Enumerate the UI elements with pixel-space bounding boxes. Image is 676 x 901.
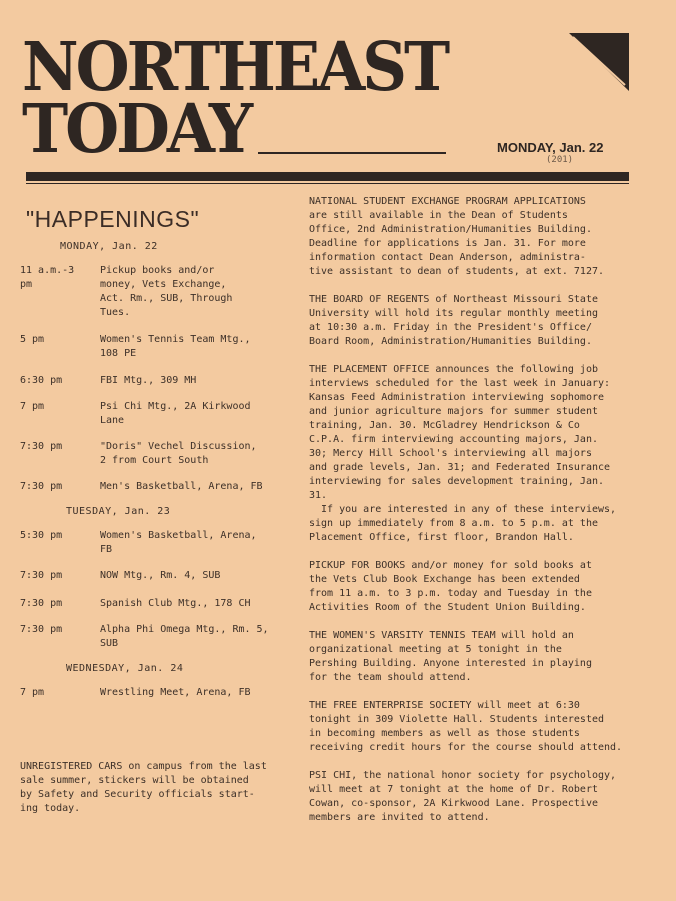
event-desc: NOW Mtg., Rm. 4, SUB [100, 570, 221, 581]
event-desc: Women's Tennis Team Mtg., 108 PE [100, 334, 251, 359]
happenings-title: "HAPPENINGS" [26, 206, 200, 232]
event-desc: Pickup books and/or money, Vets Exchange, Act. Rm., SUB, Through Tues. [100, 265, 233, 318]
event-row [20, 597, 290, 611]
day-section [20, 663, 290, 700]
issue-number: (201) [546, 155, 574, 165]
header-rule [26, 172, 629, 181]
happenings-column [20, 198, 290, 700]
event-time: 7:30 pm [20, 570, 63, 581]
announcement-exchange: NATIONAL STUDENT EXCHANGE PROGRAM APPLICATIONS are still available in the Dean of Students Office, 2nd Administration/Humanities Building. Deadline for applications is Jan. 31. For more information contact Dean Anderson, administra- tive assistant to dean of students, at ext. 7127. [309, 196, 605, 277]
event-time: 7:30 pm [20, 441, 63, 452]
day-section [20, 241, 290, 494]
event-row [20, 569, 290, 583]
event-row [20, 440, 290, 468]
event-time: 5 pm [20, 334, 45, 345]
announcement-tennis: THE WOMEN'S VARSITY TENNIS TEAM will hold an organizational meeting at 5 tonight in the Pershing Building. Anyone interested in playing for the team should attend. [309, 630, 592, 683]
issue-date: MONDAY, Jan. 22 [497, 140, 604, 155]
event-row [20, 400, 290, 428]
event-time: 7:30 pm [20, 624, 63, 635]
event-row [20, 264, 290, 320]
day-section [20, 506, 290, 651]
event-row [20, 686, 290, 700]
event-desc: Wrestling Meet, Arena, FB [100, 687, 251, 698]
event-time: 5:30 pm [20, 530, 63, 541]
header-rule-thin [26, 183, 629, 184]
unregistered-cars-notice: UNREGISTERED CARS on campus from the last sale summer, stickers will be obtained by Safety and Security officials start- ing today. [20, 761, 267, 814]
event-row [20, 333, 290, 361]
event-time: 7:30 pm [20, 598, 63, 609]
day-label: MONDAY, Jan. 22 [60, 241, 158, 252]
masthead-underline [258, 152, 446, 154]
event-desc: Alpha Phi Omega Mtg., Rm. 5, SUB [100, 624, 269, 649]
announcement-placement: THE PLACEMENT OFFICE announces the following job interviews scheduled for the last week in January: Kansas Feed Administration interviewing sophomore and junior agriculture majors for summer student training, Jan. 30. McGladrey Hendrickson & Co C.P.A. firm interviewing accounting majors, Jan. 30; Mercy Hill School's interviewing all majors and grade levels, Jan. 31; and Federated Insurance interviewing for sales development training, Jan. 31. If you are interested in any of these interviews, sign up immediately from 8 a.m. to 5 p.m. at the Placement Office, first floor, Brandon Hall. [309, 364, 617, 543]
event-row [20, 480, 290, 494]
event-desc: "Doris" Vechel Discussion, 2 from Court South [100, 441, 257, 466]
event-row [20, 529, 290, 557]
event-row [20, 374, 290, 388]
event-time: 7 pm [20, 401, 45, 412]
event-time: 6:30 pm [20, 375, 63, 386]
announcements-column [309, 195, 657, 825]
masthead-today: TODAY [22, 89, 251, 169]
event-time: 11 a.m.-3 pm [20, 265, 75, 290]
corner-triangle-icon [569, 33, 629, 91]
announcement-psi-chi: PSI CHI, the national honor society for psychology, will meet at 7 tonight at the home of Dr. Robert Cowan, co-sponsor, 2A Kirkwood Lane. Prospective members are invited to attend. [309, 770, 617, 823]
masthead-northeast: NORTHEAST [22, 27, 448, 107]
event-desc: FBI Mtg., 309 MH [100, 375, 197, 386]
event-desc: Women's Basketball, Arena, FB [100, 530, 257, 555]
event-desc: Psi Chi Mtg., 2A Kirkwood Lane [100, 401, 251, 426]
event-time: 7:30 pm [20, 481, 63, 492]
announcement-books: PICKUP FOR BOOKS and/or money for sold books at the Vets Club Book Exchange has been extended from 11 a.m. to 3 p.m. today and Tuesday in the Activities Room of the Student Union Building. [309, 560, 592, 613]
announcement-enterprise: THE FREE ENTERPRISE SOCIETY will meet at 6:30 tonight in 309 Violette Hall. Students interested in becoming members as well as those students receiving credit hours for the course should attend. [309, 700, 623, 753]
day-label: WEDNESDAY, Jan. 24 [66, 663, 184, 674]
day-label: TUESDAY, Jan. 23 [66, 506, 171, 517]
announcement-regents: THE BOARD OF REGENTS of Northeast Missouri State University will hold its regular monthly meeting at 10:30 a.m. Friday in the President's Office/ Board Room, Administration/Humanities Building. [309, 294, 598, 347]
event-row [20, 623, 290, 651]
event-desc: Spanish Club Mtg., 178 CH [100, 598, 251, 609]
event-time: 7 pm [20, 687, 45, 698]
event-desc: Men's Basketball, Arena, FB [100, 481, 263, 492]
